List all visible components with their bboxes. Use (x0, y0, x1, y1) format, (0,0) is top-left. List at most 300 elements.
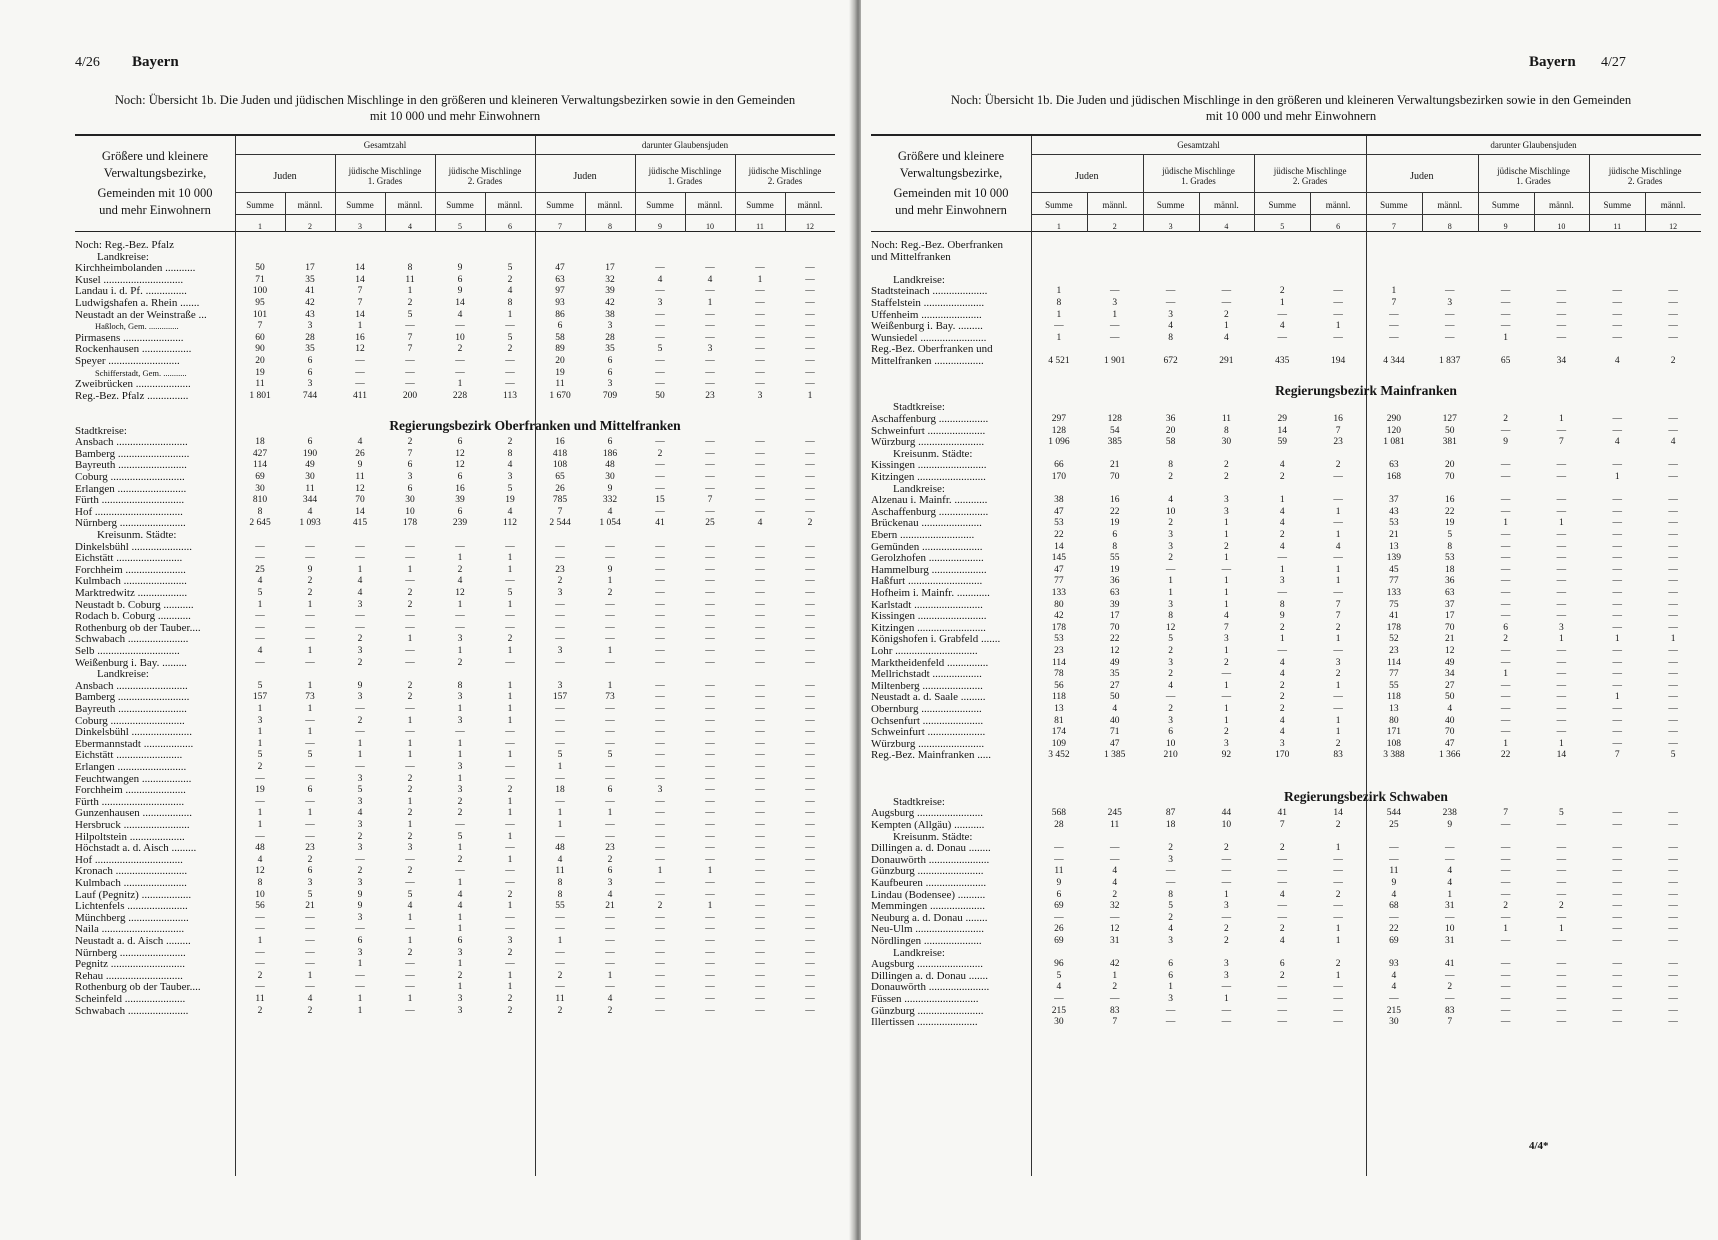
cell-value: 1 (1335, 564, 1341, 575)
cell-value: 6 (607, 437, 613, 448)
cell-value: 1 (1335, 936, 1341, 946)
cell-value: — (755, 820, 765, 830)
cell-value: 6 (307, 866, 313, 877)
group-header-total: Gesamtzahl (1177, 140, 1220, 150)
cell-value: 11 (1110, 820, 1120, 830)
cell-value: — (355, 379, 365, 390)
cell-value: 7 (357, 286, 363, 297)
cell-value: — (1668, 680, 1678, 691)
cell-value: — (555, 715, 565, 726)
cell-value: — (1389, 843, 1399, 854)
cell-value: 69 (255, 472, 265, 482)
cell-value: — (755, 332, 765, 343)
cell-value: — (1556, 460, 1567, 471)
cell-value: 3 (1224, 506, 1229, 517)
column-number: 6 (508, 222, 512, 231)
cell-value: 71 (1109, 727, 1120, 738)
cell-value: — (755, 379, 765, 390)
cell-value: — (1612, 936, 1622, 946)
header-rule (235, 154, 835, 155)
cell-value: — (705, 634, 715, 645)
column-number: 12 (1669, 222, 1678, 231)
row-label: Neustadt b. Coburg ........... (75, 599, 194, 611)
table-row (871, 669, 1701, 680)
table-row (871, 959, 1701, 970)
row-label: Würzburg ........................ (871, 738, 985, 750)
cell-value: 50 (1444, 692, 1455, 703)
table-row (75, 820, 835, 831)
cell-value: — (705, 367, 715, 378)
cell-value: 45 (1389, 564, 1399, 575)
table-row (75, 855, 835, 866)
cell-value: 291 (1219, 356, 1234, 366)
cell-value: — (555, 773, 565, 784)
cell-value: — (805, 878, 815, 888)
cell-value: — (1389, 309, 1399, 320)
cell-value: 50 (1444, 425, 1455, 436)
cell-value: 69 (1389, 936, 1399, 946)
cell-value: — (405, 762, 415, 772)
cell-value: — (655, 982, 665, 993)
cell-value: 1 (257, 820, 263, 830)
row-label: Landkreise: (97, 251, 149, 263)
left-data-table (75, 134, 835, 1174)
cell-value: 1 (457, 379, 463, 390)
cell-value: — (1500, 889, 1511, 900)
cell-value: — (1556, 1017, 1567, 1028)
cell-value: — (255, 947, 265, 958)
cell-value: 8 (407, 263, 413, 274)
cell-value: 12 (255, 866, 265, 877)
header-mischlinge1-grade: 1. Grades (667, 176, 703, 186)
table-row (871, 263, 1701, 274)
cell-value: — (1500, 820, 1511, 830)
column-number: 10 (1557, 222, 1566, 231)
cell-value: 4 (1168, 321, 1173, 332)
cell-value: — (1500, 936, 1511, 946)
row-label: Rehau ............................ (75, 970, 183, 982)
row-label: Schweinfurt ..................... (871, 727, 986, 739)
row-label: Feuchtwangen .................. (75, 773, 192, 785)
row-label-header-line: und mehr Einwohnern (895, 203, 1007, 217)
cell-value: — (1612, 553, 1622, 564)
cell-value: — (1612, 994, 1622, 1004)
cell-value: 2 (1447, 982, 1453, 993)
cell-value: — (455, 321, 465, 332)
cell-value: 3 (1224, 738, 1229, 749)
table-row (75, 449, 835, 460)
row-label: Haßfurt ........................... (871, 576, 983, 588)
cell-value: — (1668, 692, 1678, 703)
cell-value: 35 (305, 344, 315, 355)
cell-value: — (1500, 646, 1511, 656)
cell-value: — (705, 506, 715, 517)
cell-value: — (705, 1005, 715, 1016)
cell-value: — (755, 599, 765, 610)
cell-value: 44 (1221, 808, 1232, 819)
cell-value: 2 (1112, 889, 1118, 900)
row-label: Dinkelsbühl ...................... (75, 541, 193, 553)
cell-value: 3 (657, 298, 663, 308)
cell-value: 1 (1335, 634, 1341, 645)
cell-value: — (1612, 530, 1622, 540)
table-row (75, 890, 835, 901)
cell-value: — (1612, 657, 1622, 668)
row-label: Forchheim ...................... (75, 564, 186, 576)
row-label: Ansbach .......................... (75, 437, 188, 449)
cell-value: — (805, 437, 815, 448)
cell-value: 6 (307, 785, 313, 796)
cell-value: 2 (407, 437, 413, 448)
header-maennl: männl. (697, 200, 723, 210)
cell-value: 2 (1168, 518, 1173, 529)
cell-value: 109 (1051, 738, 1067, 749)
table-header (75, 136, 835, 232)
cell-value: — (1668, 843, 1678, 854)
table-row (871, 924, 1701, 935)
cell-value: 2 (1168, 669, 1173, 680)
cell-value: 6 (457, 274, 463, 285)
cell-value: 73 (605, 692, 615, 703)
cell-value: 2 (457, 970, 463, 981)
cell-value: 2 (457, 796, 463, 807)
row-label: Uffenheim ...................... (871, 309, 982, 321)
cell-value: 2 (357, 634, 363, 645)
cell-value: — (455, 367, 465, 378)
cell-value: 7 (1614, 750, 1620, 761)
cell-value: 2 (1168, 843, 1173, 854)
row-label: Augsburg ........................ (871, 959, 983, 971)
cell-value: — (405, 924, 415, 935)
cell-value: 8 (507, 448, 513, 459)
cell-value: 1 (1112, 309, 1118, 320)
cell-value: — (805, 506, 815, 517)
cell-value: 5 (257, 588, 263, 598)
cell-value: 32 (1109, 901, 1120, 912)
cell-value: 5 (1056, 970, 1062, 981)
cell-value: 2 544 (549, 518, 571, 529)
cell-value: — (405, 727, 415, 738)
cell-value: — (655, 727, 665, 738)
row-label: Stadtsteinach .................... (871, 286, 988, 298)
cell-value: 6 (457, 437, 463, 448)
table-row (75, 379, 835, 390)
cell-value: 1 (257, 808, 263, 819)
cell-value: — (1277, 901, 1287, 912)
table-row (871, 344, 1701, 355)
cell-value: 4 (707, 274, 713, 285)
cell-value: 3 (457, 692, 463, 703)
cell-value: — (655, 599, 665, 610)
table-row (75, 948, 835, 959)
cell-value: — (1612, 541, 1622, 552)
cell-value: 785 (552, 495, 568, 506)
cell-value: 40 (1444, 715, 1455, 726)
cell-value: — (1668, 599, 1678, 610)
cell-value: — (1389, 994, 1399, 1004)
cell-value: 1 081 (1383, 437, 1405, 448)
cell-value: 47 (555, 263, 565, 274)
cell-value: — (505, 738, 515, 749)
cell-value: 114 (1386, 657, 1401, 668)
cell-value: 55 (555, 901, 565, 912)
cell-value: 5 (407, 889, 413, 900)
cell-value: 90 (255, 344, 265, 355)
cell-value: — (305, 622, 315, 633)
row-label: Haßloch, Gem. .............. (95, 321, 179, 332)
cell-value: 19 (505, 495, 515, 506)
cell-value: 30 (255, 483, 265, 494)
cell-value: 14 (355, 274, 365, 285)
cell-value: 1 (1335, 715, 1341, 726)
cell-value: — (455, 622, 465, 633)
cell-value: — (805, 599, 815, 610)
cell-value: 4 (1447, 866, 1453, 877)
row-label: Miltenberg ...................... (871, 680, 983, 692)
cell-value: 4 (1224, 611, 1229, 622)
cell-value: — (1668, 878, 1678, 888)
cell-value: — (1333, 646, 1343, 656)
cell-value: — (755, 773, 765, 784)
row-label: Kronach .......................... (75, 866, 188, 878)
cell-value: 31 (1444, 901, 1455, 912)
right-state-title: Bayern (1529, 54, 1576, 70)
cell-value: — (655, 959, 665, 970)
cell-value: 9 (1056, 878, 1062, 888)
row-label: Kreisunm. Städte: (97, 530, 177, 541)
table-row (75, 634, 835, 645)
table-row (871, 878, 1701, 889)
table-row (871, 240, 1701, 251)
cell-value: — (755, 970, 765, 981)
section-title: Regierungsbezirk Mainfranken (1275, 382, 1457, 398)
row-label: Karlstadt ......................... (871, 599, 983, 611)
cell-value: — (1500, 715, 1511, 726)
cell-value: — (655, 994, 665, 1004)
cell-value: 4 (1614, 437, 1620, 448)
cell-value: — (1500, 321, 1511, 332)
cell-value: — (255, 796, 265, 807)
cell-value: 3 388 (1383, 750, 1405, 761)
table-row (871, 750, 1701, 761)
cell-value: — (1612, 599, 1622, 610)
cell-value: — (705, 796, 715, 807)
cell-value: — (1612, 669, 1622, 680)
cell-value: — (1668, 460, 1678, 471)
cell-value: — (1612, 460, 1622, 471)
cell-value: 744 (302, 390, 318, 401)
cell-value: 4 (457, 309, 463, 320)
cell-value: — (755, 994, 765, 1004)
cell-value: 381 (1442, 437, 1457, 448)
cell-value: — (305, 773, 315, 784)
cell-value: — (1612, 680, 1622, 691)
header-summe: Summe (746, 200, 774, 210)
row-label: Dillingen a. d. Donau ........ (871, 843, 991, 855)
header-summe: Summe (646, 200, 674, 210)
cell-value: 68 (1389, 901, 1399, 912)
cell-value: 1 (307, 727, 313, 738)
row-label: Stadtkreise: (893, 796, 945, 808)
row-label: Dinkelsbühl ...................... (75, 727, 193, 739)
cell-value: 2 (1335, 460, 1341, 471)
cell-value: 8 (1168, 889, 1173, 900)
cell-value: 1 (1168, 982, 1173, 993)
cell-value: 55 (1109, 553, 1120, 564)
cell-value: — (1333, 994, 1343, 1004)
cell-value: 10 (405, 506, 415, 517)
cell-value: 3 (307, 878, 313, 888)
header-rule (235, 192, 835, 193)
table-row (871, 565, 1701, 576)
cell-value: — (1556, 680, 1567, 691)
table-row (75, 286, 835, 297)
cell-value: — (1221, 564, 1232, 575)
row-label: Hofheim i. Mainfr. ............ (871, 588, 990, 599)
cell-value: 2 (1224, 541, 1229, 552)
table-row (871, 658, 1701, 669)
cell-value: — (1500, 530, 1511, 540)
cell-value: — (555, 541, 565, 552)
cell-value: 2 (1224, 843, 1229, 854)
cell-value: 4 (1168, 495, 1173, 506)
cell-value: — (655, 808, 665, 819)
cell-value: — (805, 796, 815, 807)
cell-value: 26 (1054, 924, 1064, 935)
header-mischlinge2: jüdische Mischlinge (448, 166, 522, 176)
cell-value: — (805, 263, 815, 274)
cell-value: — (355, 611, 365, 622)
cell-value: 3 (607, 379, 613, 390)
cell-value: — (1668, 936, 1678, 946)
cell-value: — (405, 576, 415, 587)
cell-value: 42 (305, 298, 315, 308)
cell-value: 53 (1389, 518, 1399, 529)
cell-value: 1 096 (1048, 437, 1070, 448)
row-label: Gunzenhausen .................. (75, 808, 193, 820)
cell-value: — (255, 634, 265, 645)
cell-value: 3 (557, 680, 563, 691)
row-label-header-line: Verwaltungsbezirke, (899, 166, 1003, 180)
cell-value: 21 (305, 901, 315, 912)
cell-value: 3 (707, 344, 713, 355)
cell-value: — (655, 924, 665, 935)
cell-value: — (755, 901, 765, 912)
cell-value: 70 (1444, 622, 1455, 633)
cell-value: 112 (503, 518, 517, 529)
row-label: Neustadt an der Weinstraße ... (75, 309, 207, 321)
cell-value: 290 (1386, 414, 1402, 424)
cell-value: 1 (607, 680, 613, 691)
cell-value: — (705, 843, 715, 854)
cell-value: 49 (1444, 657, 1455, 668)
cell-value: 1 (1503, 924, 1508, 935)
page-footer-signature: 4/4* (1529, 1140, 1549, 1152)
cell-value: — (1333, 982, 1343, 993)
cell-value: — (1500, 425, 1511, 436)
cell-value: 2 (407, 588, 413, 598)
cell-value: — (255, 657, 265, 668)
cell-value: 2 (1224, 924, 1229, 935)
column-number: 4 (1224, 222, 1229, 231)
right-data-table (871, 134, 1701, 1174)
cell-value: 7 (557, 506, 563, 517)
cell-value: 128 (1051, 425, 1067, 436)
row-label: Nürnberg ........................ (75, 518, 186, 530)
cell-value: — (1054, 321, 1064, 332)
cell-value: 4 (507, 460, 513, 471)
cell-value: 4 344 (1383, 356, 1405, 366)
cell-value: — (1333, 495, 1343, 506)
cell-value: 1 (1056, 332, 1062, 343)
cell-value: — (705, 959, 715, 970)
cell-value: 21 (605, 901, 615, 912)
cell-value: — (755, 831, 765, 842)
cell-value: — (355, 762, 365, 772)
header-mischlinge2-grade: 2. Grades (467, 176, 503, 186)
column-number: 8 (1447, 222, 1452, 231)
cell-value: — (1556, 866, 1567, 877)
column-number: 6 (1336, 222, 1341, 231)
table-row (75, 936, 835, 947)
cell-value: — (1221, 866, 1232, 877)
cell-value: 11 (305, 483, 315, 494)
cell-value: 4 (507, 286, 513, 297)
cell-value: 2 (1168, 912, 1173, 923)
cell-value: — (1500, 298, 1511, 308)
cell-value: — (305, 715, 315, 726)
row-label: Memmingen .................... (871, 901, 985, 913)
cell-value: 70 (1444, 727, 1455, 738)
row-label: Illertissen ...................... (871, 1017, 978, 1029)
cell-value: 5 (1559, 808, 1564, 819)
row-label: Neuburg a. d. Donau ........ (871, 912, 988, 924)
cell-value: 69 (1054, 936, 1064, 946)
cell-value: — (1500, 541, 1511, 552)
cell-value: 49 (1109, 657, 1120, 668)
cell-value: — (1500, 611, 1511, 622)
cell-value: 1 (557, 936, 563, 946)
column-number: 7 (1391, 222, 1396, 231)
cell-value: — (1165, 564, 1176, 575)
row-label: Kempten (Allgäu) ........... (871, 820, 985, 831)
cell-value: — (555, 959, 565, 970)
cell-value: — (805, 286, 815, 297)
row-label-header-line: Verwaltungsbezirke, (103, 166, 207, 180)
cell-value: 2 (407, 785, 413, 796)
cell-value: 1 (507, 982, 513, 993)
cell-value: — (1333, 854, 1343, 865)
table-row (871, 646, 1701, 657)
cell-value: — (1668, 332, 1678, 343)
row-label: Augsburg ........................ (871, 808, 983, 820)
cell-value: 27 (1109, 680, 1120, 691)
cell-value: — (1333, 912, 1343, 923)
column-number: 9 (1503, 222, 1508, 231)
cell-value: — (1500, 912, 1511, 923)
cell-value: 2 (407, 866, 413, 877)
cell-value: 4 (557, 854, 563, 865)
table-row (75, 298, 835, 309)
cell-value: — (655, 541, 665, 552)
header-summe: Summe (1156, 200, 1185, 210)
header-summe: Summe (446, 200, 474, 210)
cell-value: — (705, 588, 715, 598)
cell-value: 14 (1277, 425, 1287, 436)
cell-value: — (705, 263, 715, 274)
cell-value: 17 (1109, 611, 1120, 622)
column-number: 11 (756, 222, 764, 231)
